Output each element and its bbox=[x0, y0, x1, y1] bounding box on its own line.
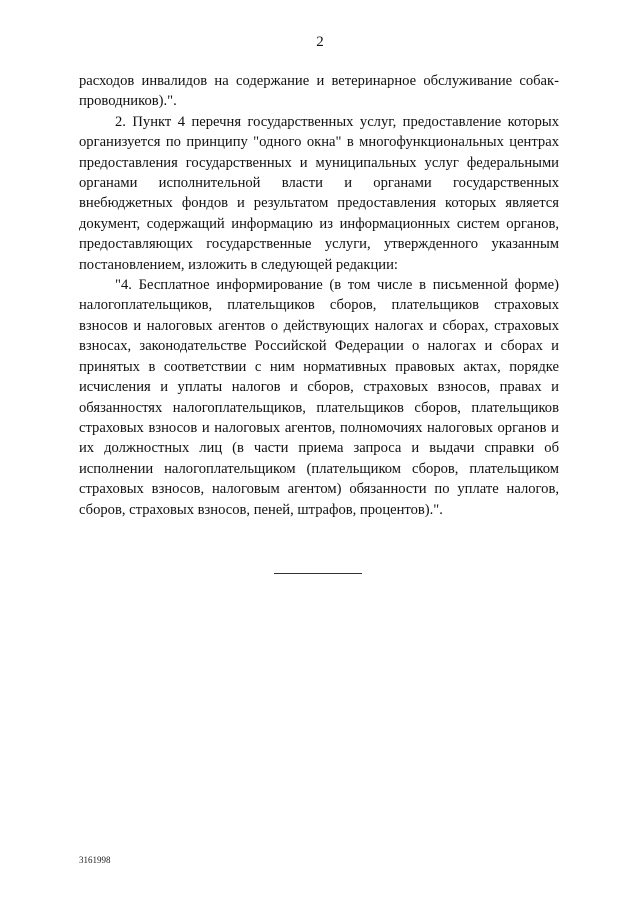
document-code: 3161998 bbox=[79, 855, 111, 865]
paragraph-item-2: 2. Пункт 4 перечня государственных услуг, предоставление которых организуется по принципу "одного окна" в многофункциональных центрах предоставления государственных и муниципальных услуг федеральными органами исполнительной власти и органами государственных внебюджетных фондов и результатом предоставления которых является документ, содержащий информацию из информационных систем органов, предоставляющих государственные услуги, утвержденного указанным постановлением, изложить в следующей редакции: bbox=[79, 113, 559, 273]
document-body bbox=[79, 71, 559, 520]
paragraph-item-4-quote: "4. Бесплатное информирование (в том числе в письменной форме) налогоплательщиков, плательщиков сборов, плательщиков страховых взносов и налоговых агентов о действующих налогах и сборах, страховых взносах, законодательстве Российской Федерации о налогах и сборах и принятых в соответствии с ним нормативных правовых актах, порядке исчисления и уплаты налогов и сборов, страховых взносов, правах и обязанностях налогоплательщиков, плательщиков сборов, плательщиков страховых взносов и налоговых агентов, полномочиях налоговых органов и их должностных лиц (в части приема запроса и выдачи справки об исполнении налогоплательщиком (плательщиком сборов, плательщиком страховых взносов, налоговым агентом) обязанности по уплате налогов, сборов, страховых взносов, пеней, штрафов, процентов).". bbox=[79, 277, 559, 518]
paragraph-continuation: расходов инвалидов на содержание и ветеринарное обслуживание собак-проводников).". bbox=[79, 73, 559, 110]
end-separator-line bbox=[274, 573, 362, 574]
page-number: 2 bbox=[316, 34, 324, 50]
